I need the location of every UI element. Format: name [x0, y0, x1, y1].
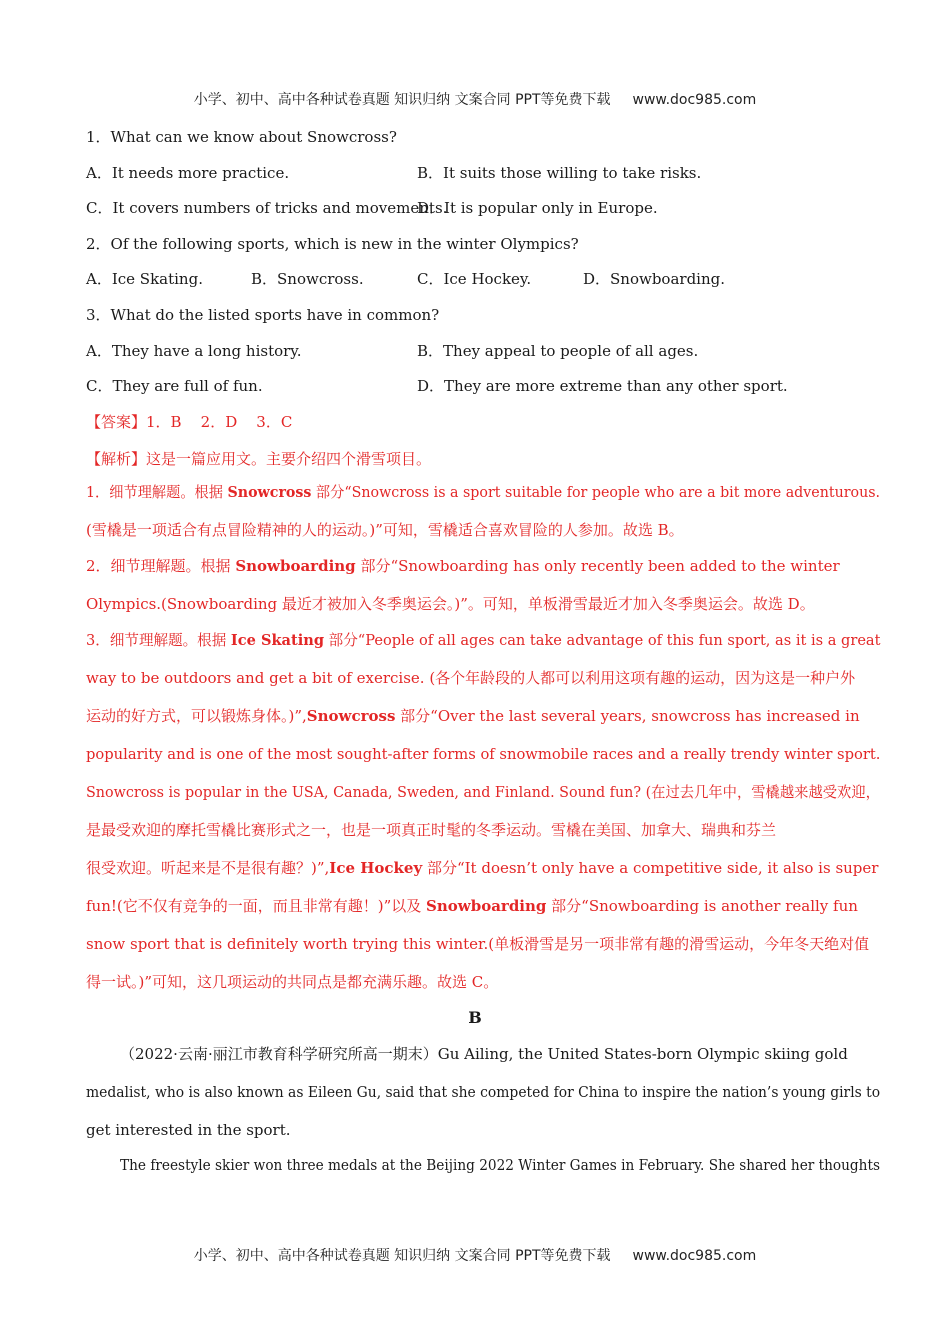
- header-url[interactable]: www.doc985.com: [632, 92, 757, 108]
- q2-option-d: D．Snowboarding.: [583, 270, 726, 288]
- analysis-text: 2．细节理解题。根据: [86, 557, 236, 575]
- question-3-stem: 3．What do the listed sports have in common?: [86, 306, 440, 324]
- footer-text: 小学、初中、高中各种试卷真题 知识归纳 文案合同 PPT等免费下载: [193, 1248, 611, 1264]
- analysis-label: 【解析】: [86, 450, 147, 468]
- analysis-keyword: Snowboarding: [235, 557, 356, 575]
- answer-label: 【答案】: [86, 413, 147, 431]
- analysis-text: 3．细节理解题。根据: [86, 631, 231, 649]
- q3-option-b: B．They appeal to people of all ages.: [417, 342, 699, 360]
- q2-option-c: C．Ice Hockey.: [417, 270, 532, 288]
- passage-line: The freestyle skier won three medals at the Beijing 2022 Winter Games in February. She shared her thoughts: [120, 1156, 880, 1174]
- analysis-intro-text: 这是一篇应用文。主要介绍四个滑雪项目。: [146, 450, 432, 468]
- analysis-keyword: Ice Skating: [230, 631, 325, 649]
- analysis-keyword: Snowboarding: [426, 897, 547, 915]
- analysis-keyword: Snowcross: [306, 707, 396, 725]
- footer-url[interactable]: www.doc985.com: [632, 1248, 757, 1264]
- q3-option-a: A．They have a long history.: [86, 342, 302, 360]
- q2-option-b: B．Snowcross.: [251, 270, 364, 288]
- passage-line: medalist, who is also known as Eileen Gu, said that she competed for China to inspire the nation’s young girls to: [86, 1083, 881, 1101]
- q1-option-c: C．It covers numbers of tricks and movements.: [86, 199, 448, 217]
- answer-line: [86, 412, 292, 432]
- q1-option-a: A．It needs more practice.: [86, 164, 290, 182]
- analysis-line: [86, 820, 776, 840]
- analysis-text: Snowcross is popular in the USA, Canada, Sweden, and Finland. Sound fun? (在过去几年中，雪橇越来越受欢迎，: [86, 783, 880, 801]
- analysis-text: Olympics.(Snowboarding 最近才被加入冬季奥运会。)”。可知，单板滑雪最近才加入冬季奥运会。故选 D。: [86, 595, 815, 613]
- analysis-keyword: Ice Hockey: [329, 859, 423, 877]
- question-2-stem: 2．Of the following sports, which is new in the winter Olympics?: [86, 235, 579, 253]
- q3-option-d: D．They are more extreme than any other sport.: [417, 377, 788, 395]
- analysis-text: 部分“People of all ages can take advantage of this fun sport, as it is a great: [324, 631, 881, 649]
- page-header: [0, 89, 950, 109]
- analysis-keyword: Snowcross: [227, 483, 312, 501]
- analysis-line: [86, 594, 815, 614]
- q3-option-c: C．They are full of fun.: [86, 377, 263, 395]
- analysis-line: [86, 482, 880, 502]
- analysis-line: [86, 972, 498, 992]
- q1-option-b: B．It suits those willing to take risks.: [417, 164, 702, 182]
- analysis-line: [86, 520, 684, 540]
- analysis-line: [86, 556, 840, 576]
- analysis-text: 部分“Snowboarding is another really fun: [546, 897, 858, 915]
- analysis-line: [86, 630, 880, 650]
- analysis-text: 很受欢迎。听起来是不是很有趣？)”,: [86, 859, 330, 877]
- analysis-line: [86, 706, 860, 726]
- section-b-title: B: [468, 1008, 482, 1027]
- analysis-text: way to be outdoors and get a bit of exercise. (各个年龄段的人都可以利用这项有趣的运动，因为这是一种户外: [86, 669, 856, 687]
- passage-line: get interested in the sport.: [86, 1121, 291, 1139]
- q1-option-d: D．It is popular only in Europe.: [417, 199, 658, 217]
- analysis-text: 部分“Snowcross is a sport suitable for people who are a bit more adventurous.: [311, 483, 881, 501]
- analysis-text: popularity and is one of the most sought-after forms of snowmobile races and a really trendy winter sport.: [86, 745, 881, 763]
- analysis-line: [86, 668, 855, 688]
- header-text: 小学、初中、高中各种试卷真题 知识归纳 文案合同 PPT等免费下载: [193, 92, 611, 108]
- analysis-line: [86, 896, 858, 916]
- analysis-intro: [86, 449, 431, 469]
- page-footer: [0, 1245, 950, 1265]
- analysis-text: 是最受欢迎的摩托雪橇比赛形式之一，也是一项真正时髦的冬季运动。雪橇在美国、加拿大、瑞典和芬兰: [86, 821, 777, 839]
- analysis-text: 1．细节理解题。根据: [86, 483, 228, 501]
- passage-line: （2022·云南·丽江市教育科学研究所高一期末）Gu Ailing, the United States-born Olympic skiing gold: [120, 1045, 848, 1063]
- analysis-line: [86, 782, 880, 802]
- analysis-text: 运动的好方式，可以锻炼身体。)”,: [86, 707, 307, 725]
- question-1-stem: 1．What can we know about Snowcross?: [86, 128, 397, 146]
- analysis-text: snow sport that is definitely worth trying this winter.(单板滑雪是另一项非常有趣的滑雪运动，今年冬天绝对值: [86, 935, 870, 953]
- q2-option-a: A．Ice Skating.: [86, 270, 203, 288]
- analysis-line: [86, 744, 880, 764]
- analysis-text: 部分“Over the last several years, snowcross has increased in: [395, 707, 860, 725]
- analysis-text: fun!(它不仅有竞争的一面，而且非常有趣！)”以及: [86, 897, 427, 915]
- analysis-text: 得一试。)”可知，这几项运动的共同点是都充满乐趣。故选 C。: [86, 973, 499, 991]
- analysis-text: (雪橇是一项适合有点冒险精神的人的运动。)”可知，雪橇适合喜欢冒险的人参加。故选 B。: [86, 521, 684, 539]
- analysis-text: 部分“Snowboarding has only recently been added to the winter: [355, 557, 840, 575]
- analysis-text: 部分“It doesn’t only have a competitive side, it also is super: [422, 859, 879, 877]
- analysis-line: [86, 858, 878, 878]
- analysis-line: [86, 934, 869, 954]
- answer-text: 1．B 2．D 3．C: [146, 413, 293, 431]
